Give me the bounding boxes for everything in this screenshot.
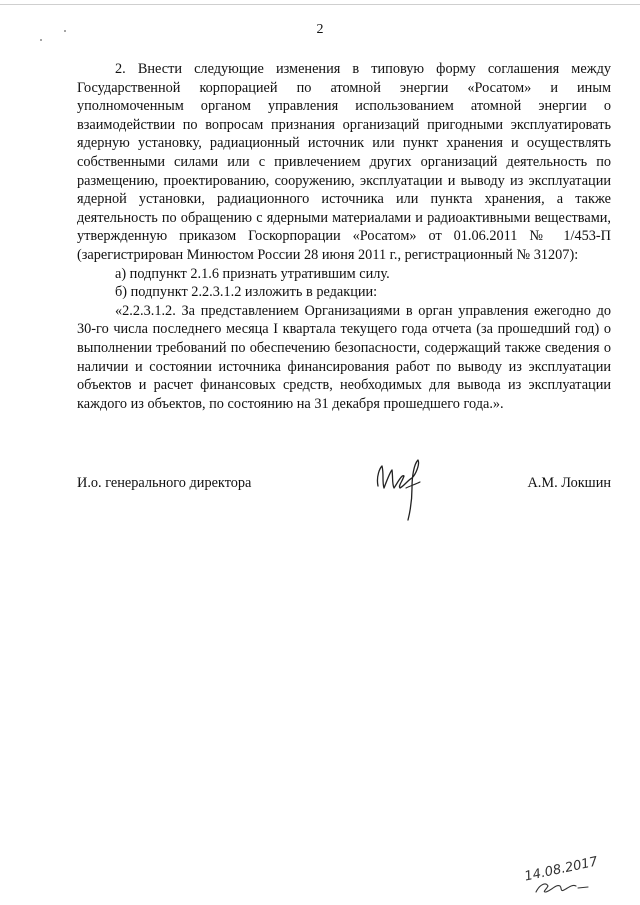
- paragraph-amendment: 2. Внести следующие изменения в типовую форму соглашения между Государственной корпорацией по атомной энергии «Росатом» и иным уполномоченным органом управления использованием атомной энергии о взаимодействии по вопросам признания организаций пригодными эксплуатировать ядерную установку, радиационный источник или пункт хранения и осуществлять собственными силами или с привлечением других организаций деятельность по размещению, проектированию, сооружению, эксплуатации и выводу из эксплуатации ядерной установки, радиационного источника или пункта хранения, а также деятельность по обращению с ядерными материалами и радиоактивными веществами, утвержденную приказом Госкорпорации «Росатом» от 01.06.2011 № 1/453-П (зарегистрирован Минюстом России 28 июня 2011 г., регистрационный № 31207):: [77, 61, 611, 263]
- signatory-name: А.М. Локшин: [527, 475, 611, 491]
- scan-speck: [40, 39, 42, 41]
- paragraph-item-a: а) подпункт 2.1.6 признать утратившим силу.: [115, 265, 390, 282]
- document-body: [77, 60, 611, 413]
- signatory-title: И.о. генерального директора: [77, 475, 252, 491]
- handwritten-date: 14.08.2017: [523, 854, 600, 885]
- handwritten-date-note: [516, 854, 616, 898]
- handwritten-initials: [516, 858, 616, 898]
- paragraph-quoted-clause: «2.2.3.1.2. За представлением Организациями в орган управления ежегодно до 30-го числа последнего месяца I квартала текущего года отчета (за прошедший год) о выполнении требований по обеспечению безопасности, содержащий также сведения о наличии и состоянии источника финансирования работ по выводу из эксплуатации объектов и расчет финансовых средств, необходимых для вывода из эксплуатации каждого из объектов, по состоянию на 31 декабря прошедшего года.».: [77, 302, 611, 412]
- paragraph-item-b: б) подпункт 2.2.3.1.2 изложить в редакции:: [115, 284, 378, 301]
- handwritten-signature: [372, 452, 432, 524]
- scan-top-edge: [0, 0, 640, 5]
- page-number: 2: [316, 22, 324, 37]
